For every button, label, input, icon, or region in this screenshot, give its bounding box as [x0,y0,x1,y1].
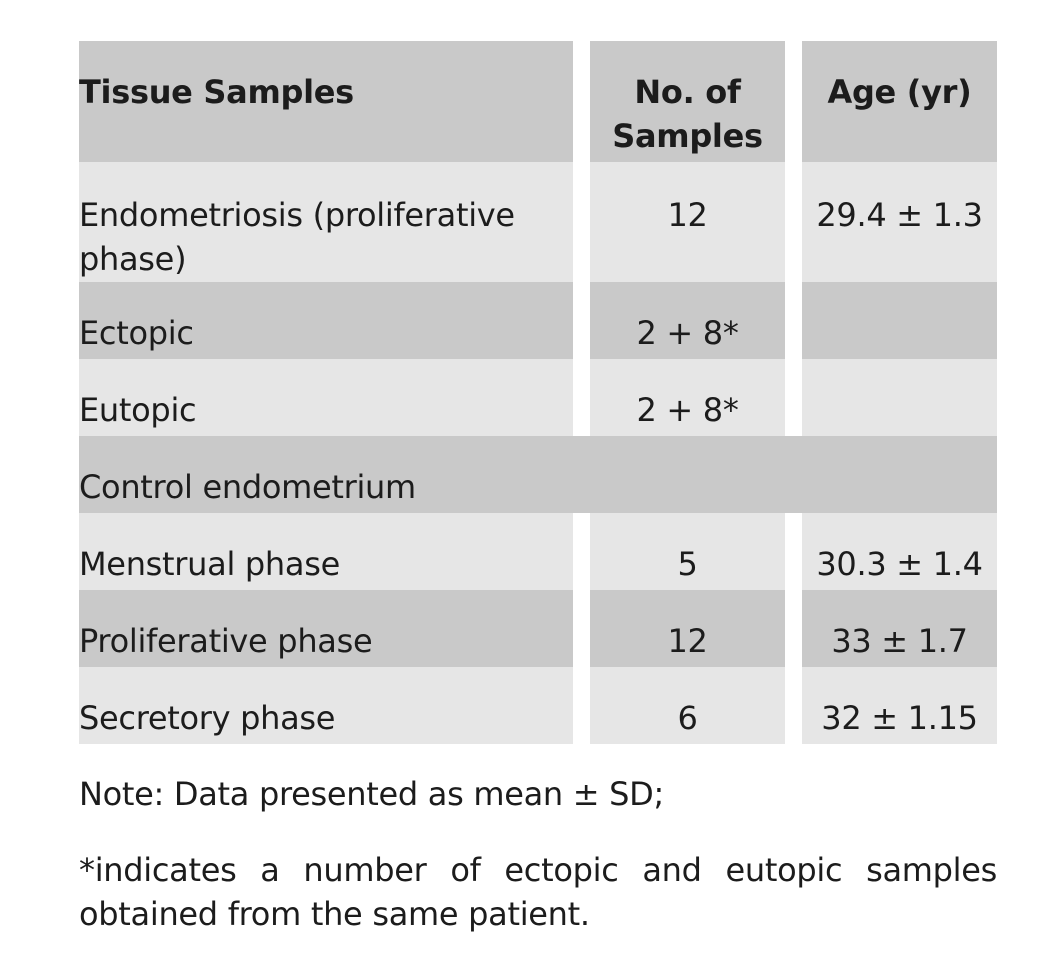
age-cell: 33 ± 1.7 [802,590,997,667]
table-row [79,162,997,282]
age-cell: 29.4 ± 1.3 [802,162,997,282]
samples-cell: 2 + 8* [590,282,785,359]
age-cell: 32 ± 1.15 [802,667,997,744]
age-cell [802,359,997,436]
tissue-cell: Eutopic [79,359,573,436]
tissue-cell: Proliferative phase [79,590,573,667]
header-age: Age (yr) [802,41,997,162]
age-cell: 30.3 ± 1.4 [802,513,997,590]
table-row [79,667,997,744]
data-table [79,41,997,744]
table-row [79,359,997,436]
table-note: Note: Data presented as mean ± SD; [79,775,664,813]
table-header-row [79,41,997,162]
tissue-cell: Ectopic [79,282,573,359]
tissue-cell: Endometriosis (proliferative phase) [79,162,573,282]
tissue-cell: Menstrual phase [79,513,573,590]
samples-cell: 2 + 8* [590,359,785,436]
header-no-of-samples: No. of Samples [590,41,785,162]
table-footnote: *indicates a number of ectopic and eutopic samples obtained from the same patient. [79,851,997,933]
samples-cell: 12 [590,162,785,282]
age-cell [802,282,997,359]
tissue-cell: Secretory phase [79,667,573,744]
table-row [79,513,997,590]
table-row [79,282,997,359]
samples-cell: 5 [590,513,785,590]
table-row [79,590,997,667]
section-label-cell: Control endometrium [79,436,997,513]
samples-cell: 6 [590,667,785,744]
table-section-row [79,436,997,513]
samples-cell: 12 [590,590,785,667]
header-tissue-samples: Tissue Samples [79,41,573,162]
